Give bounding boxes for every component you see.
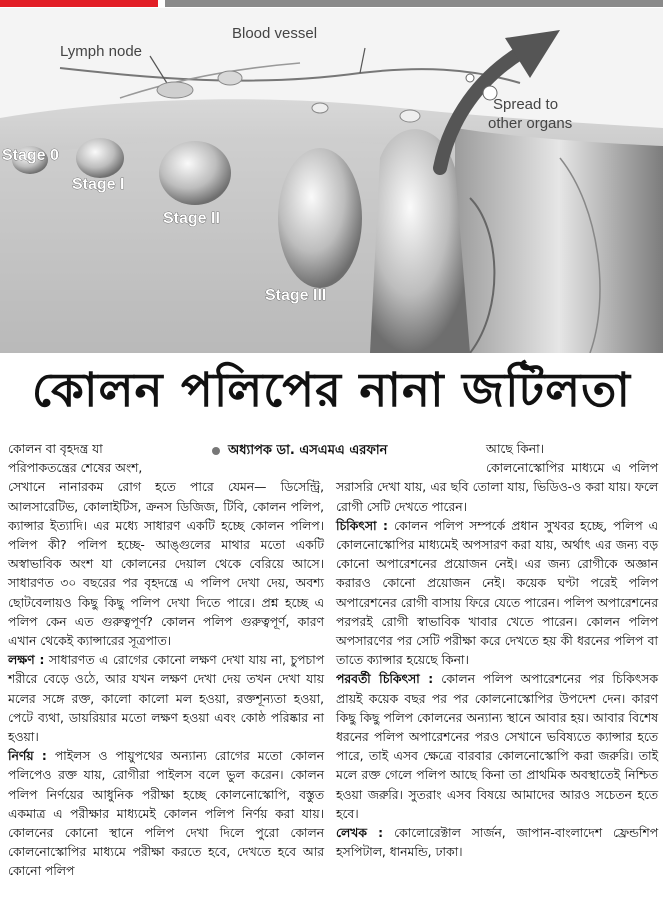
label-stage-3: Stage III bbox=[265, 287, 327, 304]
top-accent-bar-gray bbox=[165, 0, 663, 7]
colon-cross-section bbox=[455, 128, 663, 353]
diagnosis-paragraph bbox=[8, 747, 324, 881]
colonoscopy-paragraph: কোলনোস্কোপির মাধ্যমে এ পলিপ সরাসরি দেখা যায়, এর ছবি তোলা যায়, ভিডিও-ও করা যায়। ফলে রোগী সেটি দেখতে পারেন। bbox=[336, 461, 658, 514]
label-spread-line2: other organs bbox=[488, 115, 573, 132]
symptom-text: সাধারণত এ রোগের কোনো লক্ষণ দেখা যায় না, চুপচাপ শরীরে বেড়ে ওঠে, আর যখন লক্ষণ দেখা দেয় তখন দেখা যায় মলের সঙ্গে রক্ত, কালো কালো মল হওয়া, রক্তশূন্যতা হওয়া, পেটে ব্যথা, ডায়রিয়ার মতো লক্ষণ হওয়া এবং কোষ্ঠ পরিষ্কার না হওয়া। bbox=[8, 653, 324, 745]
followup-text: কোলন পলিপ অপারেশনের পর চিকিৎসক প্রায়ই কয়েক বছর পর পর কোলনোস্কোপির উপদেশ দেন। কারণ কিছু কিছু পলিপ কোলনের অন্যান্য স্থানে আবার হয়। আবার বিশেষ ধরনের পলিপ অপারেশনের পরও সেখানে ভবিষ্যতে ক্যান্সার হতে পারে, তাই এসব ক্ষেত্রে বারবার কোলনোস্কোপি করা জরুরি। তাই মলে রক্ত গেলে পলিপ আছে কিনা তা প্রাথমিক অবস্থাতেই নিশ্চিত হওয়া জরুরি। সুতরাং এসব বিষয়ে আমাদের আরও সচেতন হতে হবে। bbox=[336, 672, 658, 821]
symptom-paragraph bbox=[8, 651, 324, 747]
illustration-svg bbox=[0, 8, 663, 353]
colon-polyp-stages-illustration bbox=[0, 8, 663, 353]
intro-line-2: পরিপাকতন্ত্রের শেষের অংশ, bbox=[8, 461, 143, 476]
intro-line-1: কোলন বা বৃহদন্ত্র যা bbox=[8, 442, 103, 456]
label-lymph-node: Lymph node bbox=[60, 43, 143, 60]
continuation-line: আছে কিনা। bbox=[486, 442, 545, 456]
polyp-stage-2 bbox=[159, 141, 231, 205]
symptom-label: লক্ষণ : bbox=[8, 653, 45, 668]
intro-paragraph: সেখানে নানারকম রোগ হতে পারে যেমন— ডিসেন্ট্রি, আলসারেটিভ, কোলাইটিস, ক্রনস ডিজিজ, টিবি, কোলন পলিপ, ক্যান্সার ইত্যাদি। এর মধ্যে সাধারণ একটি হচ্ছে কোলন পলিপ। পলিপ কী? পলিপ হচ্ছে- আঙ্গুলের মাথার মতো একটি অস্বাভাবিক অংশ যা কোলনের দেয়াল থেকে বেরিয়ে আসে। সাধারণত ৩০ বছরের পর বৃহদন্ত্রে এ পলিপ দেখা দেয়, অবশ্য ছোটবেলায়ও কিছু কিছু পলিপ দেখা দিতে পারে। প্রশ্ন হচ্ছে এ পলিপ কেন এত গুরুত্বপূর্ণ? কোলন পলিপ গুরুত্বপূর্ণ, কারণ এখান থেকেই ক্যান্সারের সূত্রপাত। bbox=[8, 480, 324, 649]
label-stage-1: Stage I bbox=[72, 176, 125, 193]
polyp-stage-1 bbox=[76, 138, 124, 178]
treatment-label: চিকিৎসা : bbox=[336, 518, 388, 533]
treatment-paragraph bbox=[336, 517, 658, 671]
article-right-column bbox=[336, 440, 658, 862]
top-accent-bar-red bbox=[0, 0, 158, 7]
label-stage-2: Stage II bbox=[163, 210, 220, 227]
article-left-column bbox=[8, 440, 324, 882]
author-paragraph bbox=[336, 824, 658, 862]
treatment-text: কোলন পলিপ সম্পর্কে প্রধান সুখবর হচ্ছে, পলিপ এ কোলনোস্কোপির মাধ্যমেই অপসারণ করা যায়, অর্থাৎ এর জন্য বড় কোনো অপারেশনের প্রয়োজন নেই। এর জন্য রোগীকে অজ্ঞান করারও কোনো প্রয়োজন নেই। কয়েক ঘণ্টা পরেই পলিপ অপারেশনের রোগী বাসায় ফিরে যেতে পারেন। পলিপ অপারেশনের পরপরই রোগী স্বাভাবিক খাবার খেতে পারেন। কোলন পলিপ অপসারণের পর সেটি পরীক্ষা করে দেখতে হয় কী ধরনের পলিপ বা তাতে ক্যান্সার হয়েছে কিনা। bbox=[336, 518, 658, 668]
author-text: কোলোরেক্টাল সার্জন, জাপান-বাংলাদেশ ফ্রেন্ডশিপ হসপিটাল, ধানমন্ডি, ঢাকা। bbox=[336, 826, 658, 860]
label-blood-vessel: Blood vessel bbox=[232, 25, 318, 42]
followup-paragraph bbox=[336, 670, 658, 824]
diagnosis-label: নির্ণয় : bbox=[8, 749, 47, 764]
author-label: লেখক : bbox=[336, 826, 384, 841]
polyp-stage-3 bbox=[278, 148, 362, 288]
byline-text: অধ্যাপক ডা. এসএমএ এরফান bbox=[228, 443, 388, 458]
lymph-node bbox=[157, 82, 193, 98]
headline: কোলন পলিপের নানা জটিলতা bbox=[31, 363, 632, 418]
label-stage-0: Stage 0 bbox=[2, 147, 59, 164]
label-spread-line1: Spread to bbox=[493, 96, 559, 113]
followup-label: পরবর্তী চিকিৎসা : bbox=[336, 672, 434, 687]
diagnosis-text: পাইলস ও পায়ুপথের অন্যান্য রোগের মতো কোলন পলিপেও রক্ত যায়, রোগীরা পাইলস বলে ভুল করেন। কোলন পলিপ নির্ণয়ের আধুনিক পরীক্ষা হচ্ছে কোলনোস্কোপি, বস্তুত একমাত্র এ পরীক্ষার মাধ্যমেই কোলন পলিপ নির্ণয় করা যায়। কোলনের কোনো স্থানে পলিপ দেখা দিলে পুরো কোলন কোলনোস্কোপির মাধ্যমে পরীক্ষা করতে হবে, দেখতে হবে আর কোনো পলিপ bbox=[8, 749, 324, 879]
